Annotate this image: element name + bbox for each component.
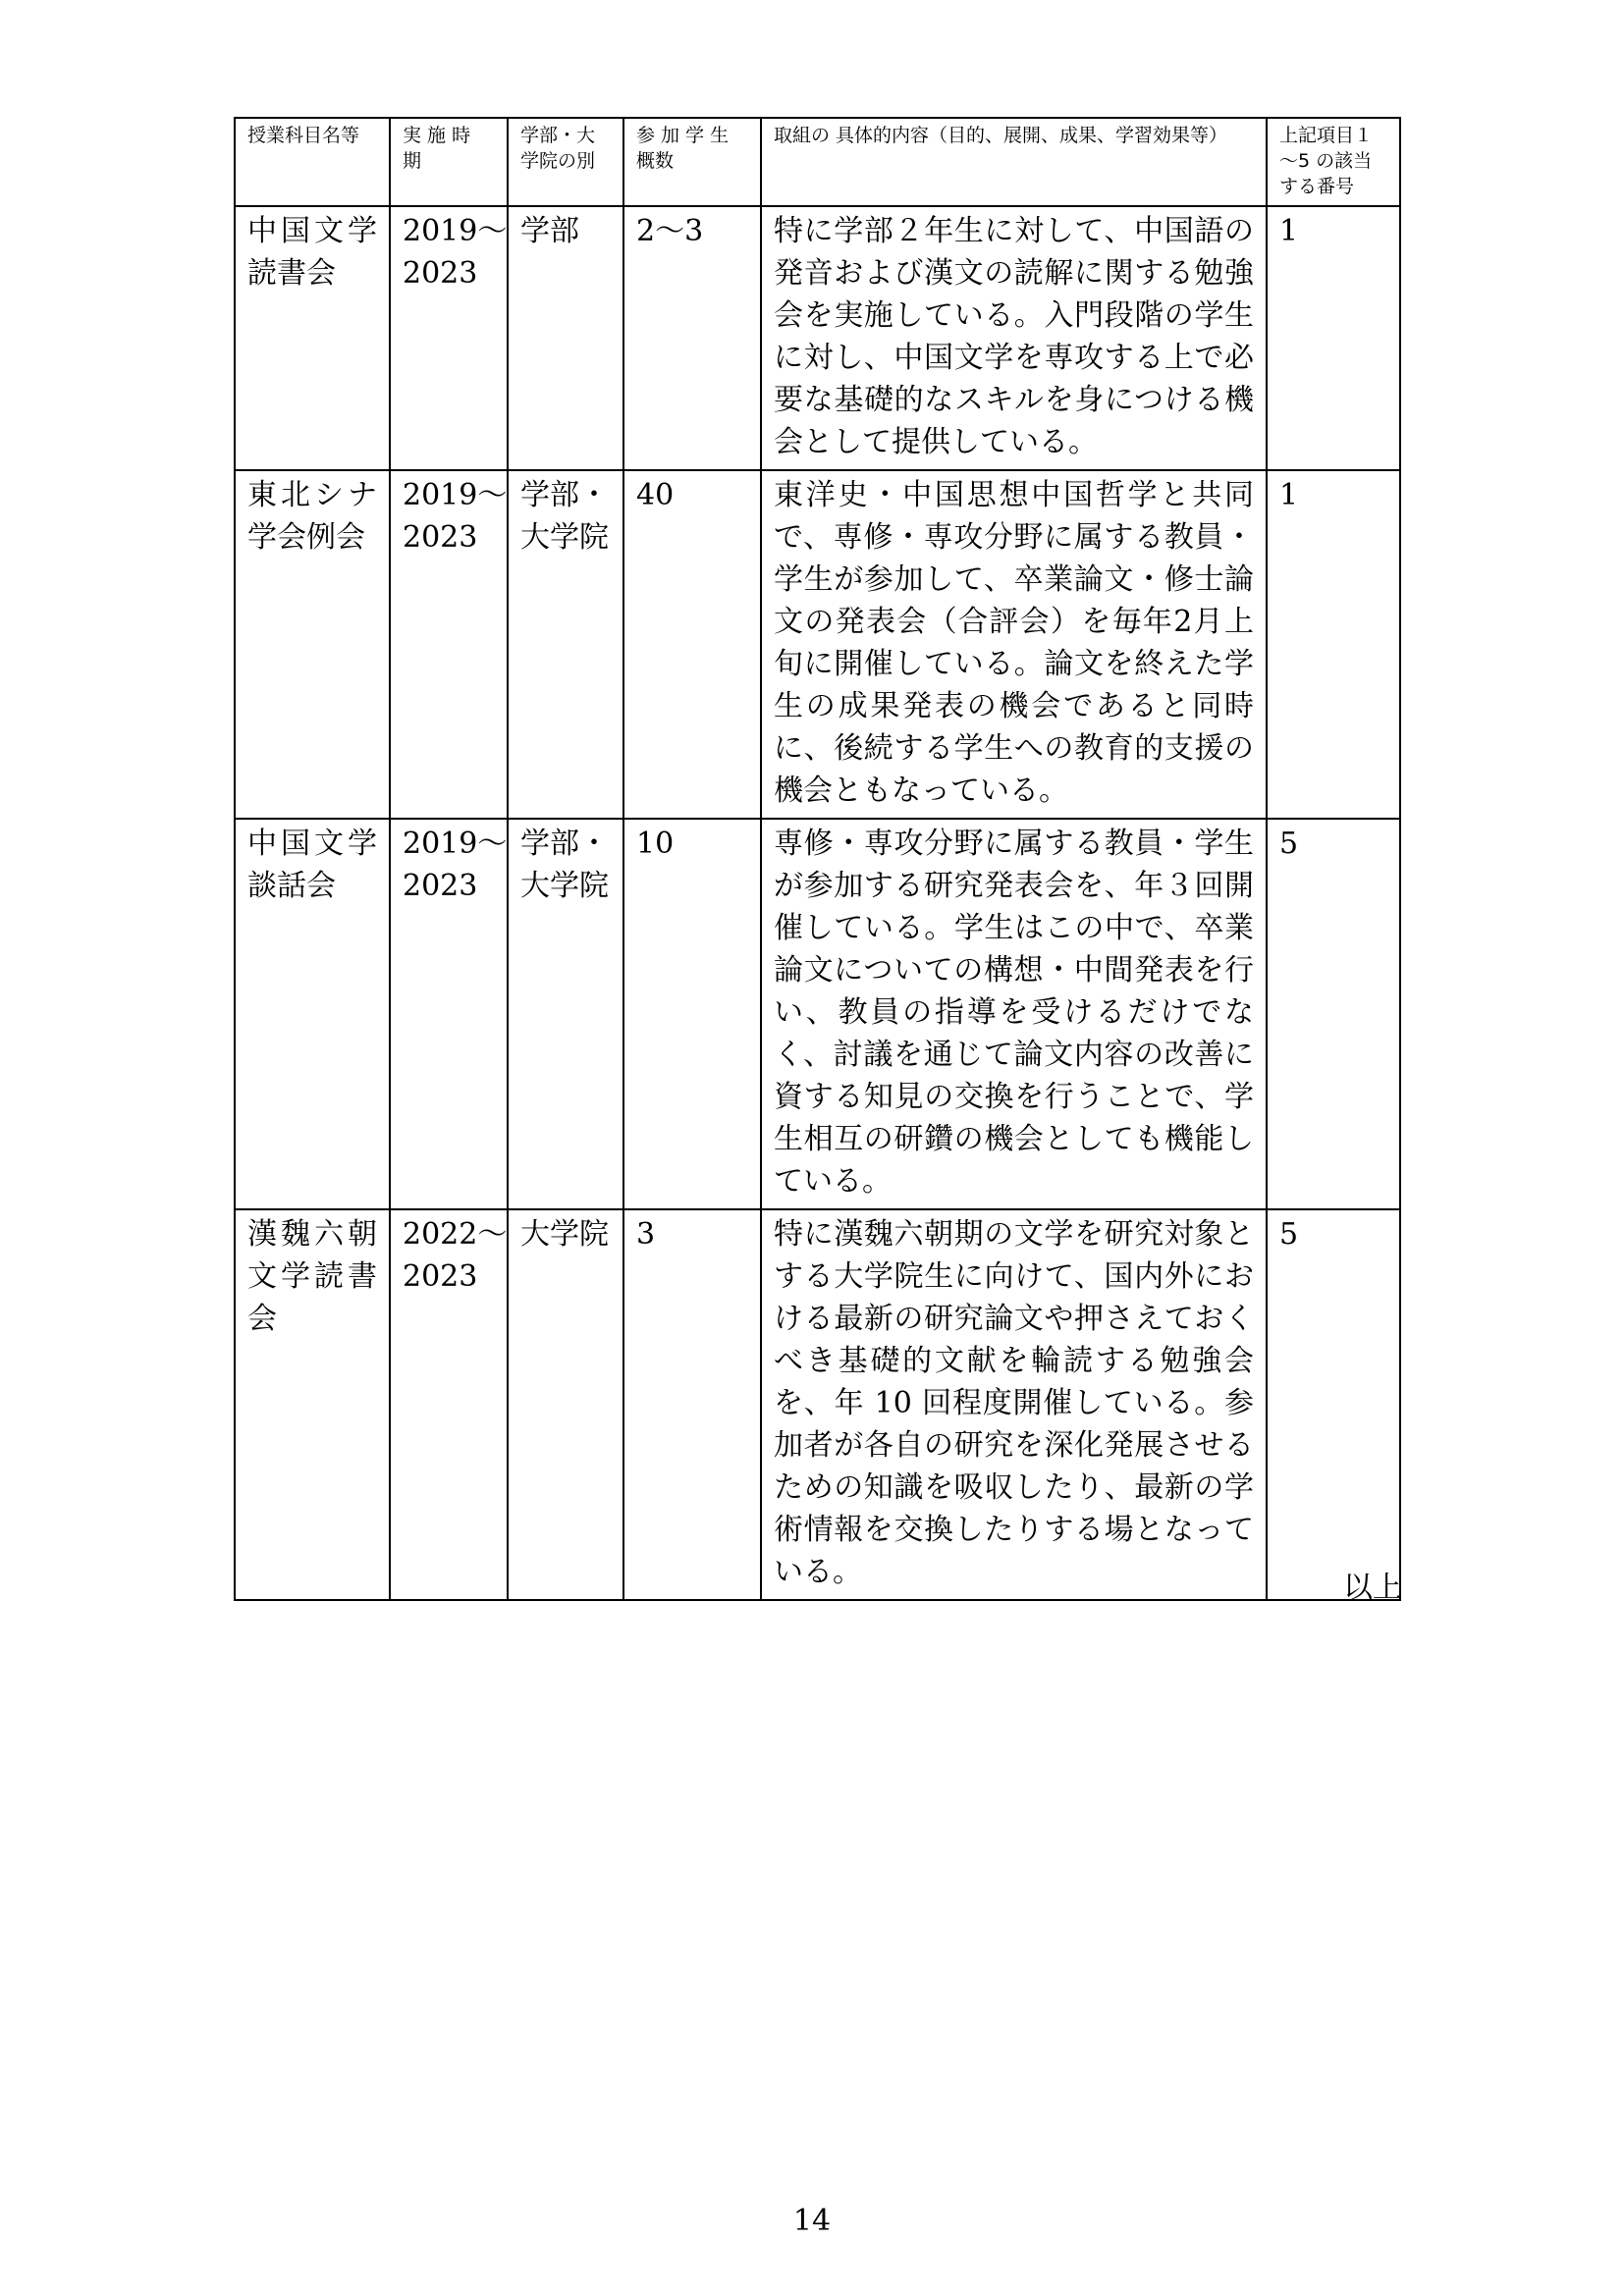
header-details: 取組の 具体的内容（目的、展開、成果、学習効果等） [761, 118, 1267, 206]
cell-period: 2019〜2023 [390, 470, 508, 819]
cell-participant-count: 10 [623, 819, 761, 1209]
cell-details: 特に学部２年生に対して、中国語の発音および漢文の読解に関する勉強会を実施している。入門段階の学生に対し、中国文学を専攻する上で必要な基礎的なスキルを身につける機会として提供している。 [761, 206, 1267, 470]
cell-department: 学部・大学院 [508, 470, 623, 819]
cell-course-name: 漢魏六朝文学読書会 [235, 1209, 390, 1600]
cell-item-number: 1 [1267, 470, 1400, 819]
cell-item-number: 5 [1267, 819, 1400, 1209]
header-course-name: 授業科目名等 [235, 118, 390, 206]
cell-item-number: 5 [1267, 1209, 1400, 1600]
cell-course-name: 東北シナ学会例会 [235, 470, 390, 819]
table-row [235, 470, 1400, 819]
cell-participant-count: 2〜3 [623, 206, 761, 470]
cell-department: 大学院 [508, 1209, 623, 1600]
end-note: 以上 [1343, 1571, 1402, 1605]
cell-course-name: 中国文学談話会 [235, 819, 390, 1209]
cell-period: 2022〜2023 [390, 1209, 508, 1600]
table-header-row [235, 118, 1400, 206]
activities-table [234, 117, 1401, 1601]
cell-item-number: 1 [1267, 206, 1400, 470]
table-row [235, 1209, 1400, 1600]
cell-period: 2019〜2023 [390, 819, 508, 1209]
header-department: 学部・大学院の別 [508, 118, 623, 206]
cell-department: 学部 [508, 206, 623, 470]
cell-participant-count: 3 [623, 1209, 761, 1600]
header-participant-count: 参 加 学 生 概数 [623, 118, 761, 206]
table-row [235, 206, 1400, 470]
cell-participant-count: 40 [623, 470, 761, 819]
header-item-number: 上記項目１～5 の該当する番号 [1267, 118, 1400, 206]
cell-course-name: 中国文学読書会 [235, 206, 390, 470]
cell-department: 学部・大学院 [508, 819, 623, 1209]
cell-period: 2019〜2023 [390, 206, 508, 470]
cell-details: 専修・専攻分野に属する教員・学生が参加する研究発表会を、年３回開催している。学生はこの中で、卒業論文についての構想・中間発表を行い、教員の指導を受けるだけでなく、討議を通じて論文内容の改善に資する知見の交換を行うことで、学生相互の研鑽の機会としても機能している。 [761, 819, 1267, 1209]
table-row [235, 819, 1400, 1209]
cell-details: 東洋史・中国思想中国哲学と共同で、専修・専攻分野に属する教員・学生が参加して、卒業論文・修士論文の発表会（合評会）を毎年2月上旬に開催している。論文を終えた学生の成果発表の機会であると同時に、後続する学生への教育的支援の機会ともなっている。 [761, 470, 1267, 819]
cell-details: 特に漢魏六朝期の文学を研究対象とする大学院生に向けて、国内外における最新の研究論文や押さえておくべき基礎的文献を輪読する勉強会を、年 10 回程度開催している。参加者が各自の研究を深化発展させるための知識を吸収したり、最新の学術情報を交換したりする場となっている。 [761, 1209, 1267, 1600]
page-number: 14 [792, 2204, 832, 2238]
header-period: 実 施 時 期 [390, 118, 508, 206]
